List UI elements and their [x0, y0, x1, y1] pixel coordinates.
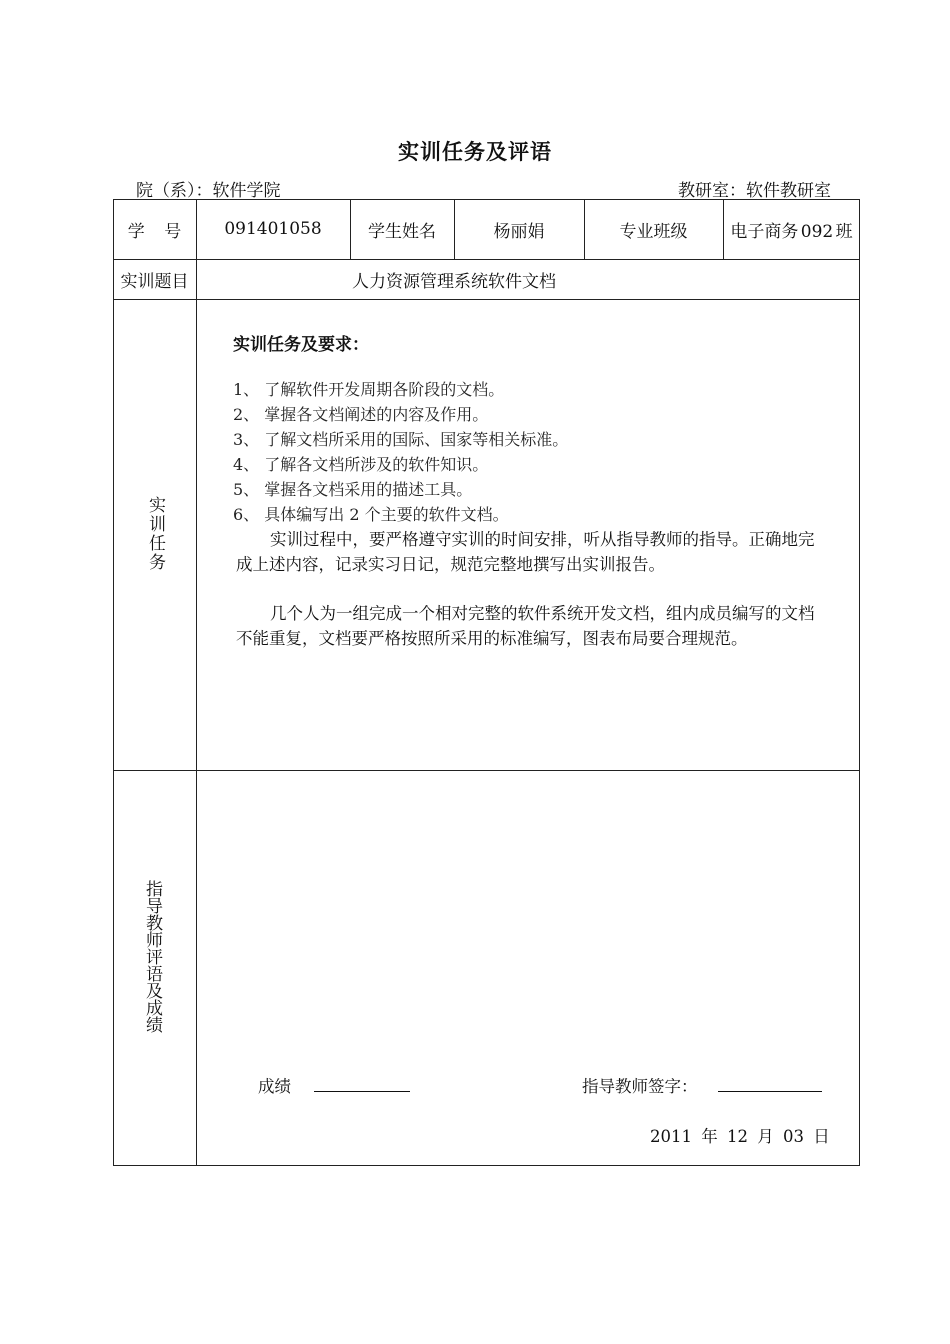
date-label: 2011 年 12 月 03 日 [650, 1127, 830, 1146]
grade-label: 成绩 [258, 1077, 291, 1096]
class-value: 电子商务 092 班 [730, 221, 853, 242]
comment-section-label: 指导教师评语及成绩 [142, 880, 162, 1033]
list-item: 2、 掌握各文档阐述的内容及作用。 [233, 405, 489, 424]
list-item: 3、 了解文档所采用的国际、国家等相关标准。 [233, 430, 569, 449]
task-paragraph: 实训过程中，要严格遵守实训的时间安排，听从指导教师的指导。正确地完成上述内容，记录实习日记，规范完整地撰写出实训报告。 [236, 530, 815, 574]
task-section-label: 实训任务 [145, 496, 165, 572]
list-item: 6、 具体编写出 2 个主要的软件文档。 [233, 505, 509, 524]
row-divider [113, 770, 860, 771]
task-paragraph: 几个人为一组完成一个相对完整的软件系统开发文档，组内成员编写的文档不能重复，文档要严格按照所采用的标准编写，图表布局要合理规范。 [236, 604, 815, 648]
student-name-value: 杨丽娟 [493, 221, 545, 242]
task-heading: 实训任务及要求： [233, 335, 369, 355]
department-label: 院（系）：软件学院 [136, 181, 281, 201]
row-divider [113, 299, 860, 300]
list-item: 1、 了解软件开发周期各阶段的文档。 [233, 380, 505, 399]
topic-value: 人力资源管理系统软件文档 [352, 271, 556, 292]
column-divider [196, 199, 197, 1166]
topic-label: 实训题目 [120, 271, 189, 292]
grade-field[interactable] [314, 1091, 410, 1092]
list-item: 4、 了解各文档所涉及的软件知识。 [233, 455, 489, 474]
office-label: 教研室：软件教研室 [678, 181, 831, 201]
list-item: 5、 掌握各文档采用的描述工具。 [233, 480, 473, 499]
task-list [233, 377, 568, 527]
form-table [113, 199, 860, 1166]
class-label: 专业班级 [619, 221, 688, 242]
signature-field[interactable] [718, 1091, 822, 1092]
student-id-value: 091401058 [224, 219, 322, 239]
document-title: 实训任务及评语 [398, 140, 552, 164]
student-id-label: 学 号 [127, 221, 182, 242]
student-name-label: 学生姓名 [368, 221, 436, 242]
signature-label: 指导教师签字： [582, 1077, 698, 1096]
